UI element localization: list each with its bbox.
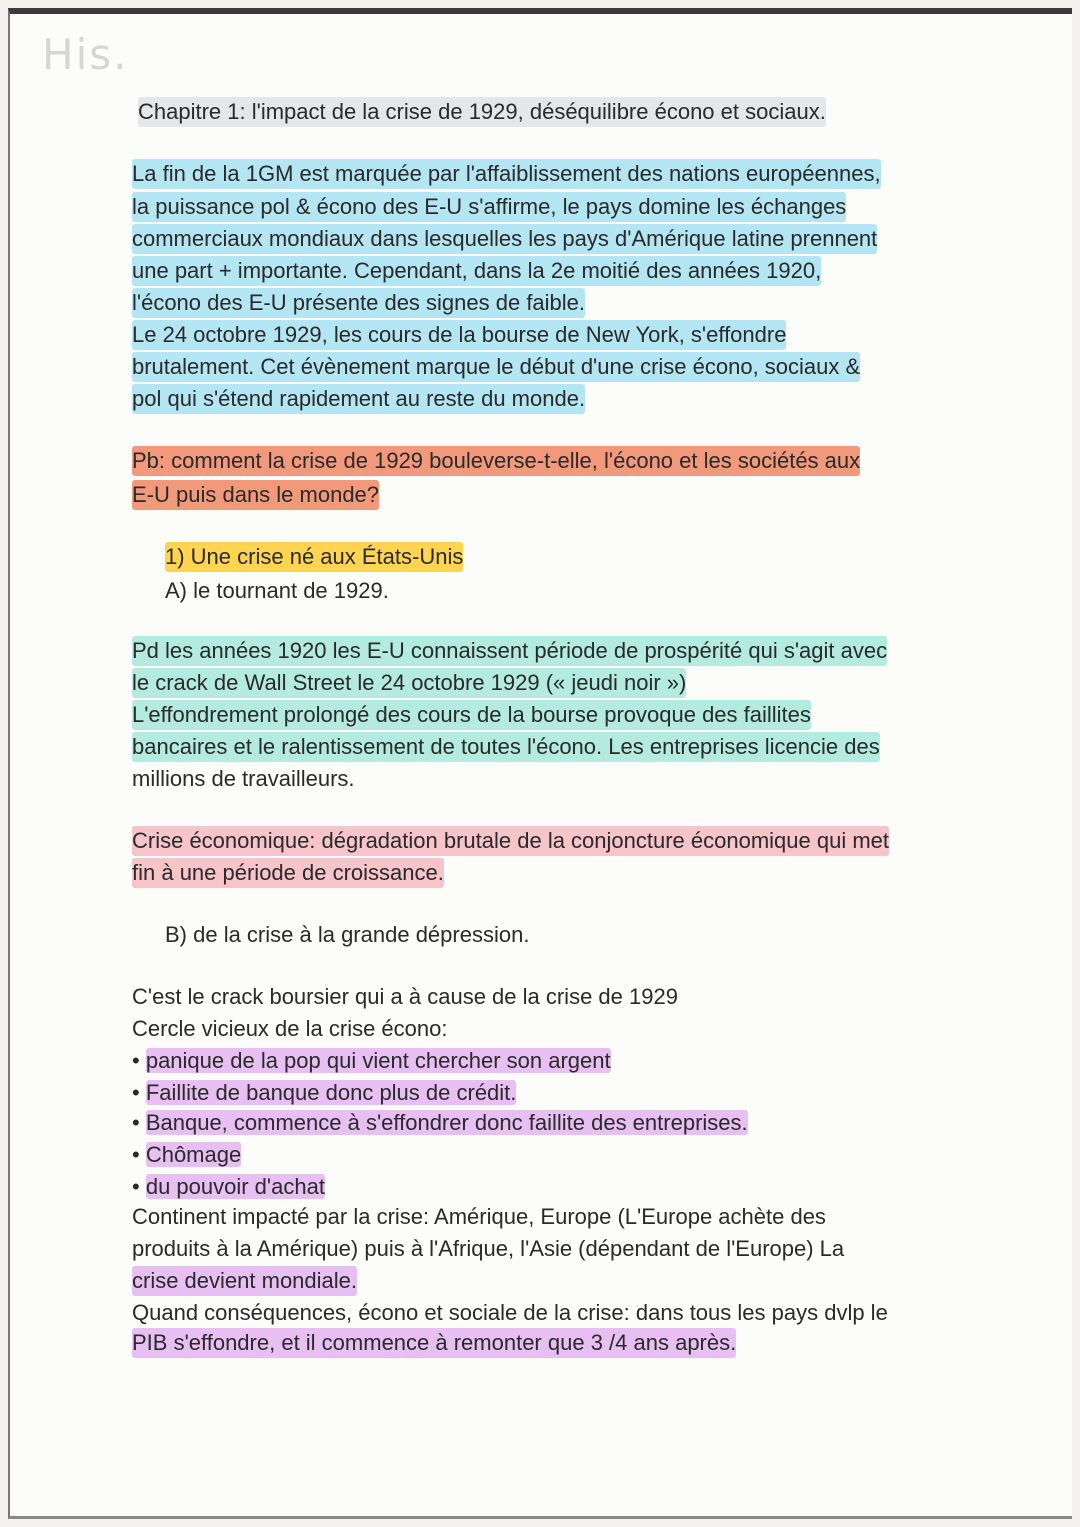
- conclusion-line: Continent impacté par la crise: Amérique, Europe (L'Europe achète des: [132, 1204, 826, 1229]
- list-item: • du pouvoir d'achat: [132, 1174, 325, 1199]
- intro-line: La fin de la 1GM est marquée par l'affaiblissement des nations européennes,: [132, 159, 881, 189]
- intro-line: la puissance pol & écono des E-U s'affirme, le pays domine les échanges: [132, 192, 846, 222]
- intro-line: pol qui s'étend rapidement au reste du monde.: [132, 384, 585, 414]
- list-item: • Faillite de banque donc plus de crédit.: [132, 1080, 517, 1105]
- conclusion-line: PIB s'effondre, et il commence à remonter que 3 /4 ans après.: [132, 1328, 736, 1358]
- intro-line: l'écono des E-U présente des signes de faible.: [132, 288, 585, 318]
- intro-line: Le 24 octobre 1929, les cours de la bourse de New York, s'effondre: [132, 320, 786, 350]
- problematique-line: Pb: comment la crise de 1929 bouleverse-t-elle, l'écono et les sociétés aux: [132, 446, 860, 476]
- paragraph-b-line: Cercle vicieux de la crise écono:: [132, 1016, 448, 1041]
- definition-line: Crise économique: dégradation brutale de la conjoncture économique qui met: [132, 826, 889, 856]
- notebook-page: [8, 8, 1072, 1519]
- paragraph-a-line: millions de travailleurs.: [132, 766, 355, 791]
- paragraph-b-line: C'est le crack boursier qui a à cause de la crise de 1929: [132, 984, 678, 1009]
- subsection-b-heading: B) de la crise à la grande dépression.: [165, 922, 530, 947]
- list-item: • Chômage: [132, 1142, 242, 1167]
- list-item: • panique de la pop qui vient chercher son argent: [132, 1048, 611, 1073]
- problematique-line: E-U puis dans le monde?: [132, 480, 379, 510]
- definition-line: fin à une période de croissance.: [132, 858, 444, 888]
- paragraph-a-line: L'effondrement prolongé des cours de la bourse provoque des faillites: [132, 700, 811, 730]
- paragraph-a-line: bancaires et le ralentissement de toutes l'écono. Les entreprises licencie des: [132, 732, 880, 762]
- corner-note: His.: [42, 30, 129, 79]
- chapter-title: Chapitre 1: l'impact de la crise de 1929, déséquilibre écono et sociaux.: [138, 97, 826, 127]
- intro-line: une part + importante. Cependant, dans la 2e moitié des années 1920,: [132, 256, 821, 286]
- intro-line: commerciaux mondiaux dans lesquelles les pays d'Amérique latine prennent: [132, 224, 877, 254]
- section-1-heading: 1) Une crise né aux États-Unis: [165, 542, 463, 572]
- conclusion-line: produits à la Amérique) puis à l'Afrique, l'Asie (dépendant de l'Europe) La: [132, 1236, 845, 1261]
- list-item: • Banque, commence à s'effondrer donc faillite des entreprises.: [132, 1110, 748, 1135]
- paragraph-a-line: Pd les années 1920 les E-U connaissent période de prospérité qui s'agit avec: [132, 636, 887, 666]
- intro-line: brutalement. Cet évènement marque le début d'une crise écono, sociaux &: [132, 352, 860, 382]
- paragraph-a-line: le crack de Wall Street le 24 octobre 1929 (« jeudi noir »): [132, 668, 686, 698]
- conclusion-line: Quand conséquences, écono et sociale de la crise: dans tous les pays dvlp le: [132, 1300, 888, 1325]
- conclusion-line: crise devient mondiale.: [132, 1266, 357, 1296]
- subsection-a-heading: A) le tournant de 1929.: [165, 578, 389, 603]
